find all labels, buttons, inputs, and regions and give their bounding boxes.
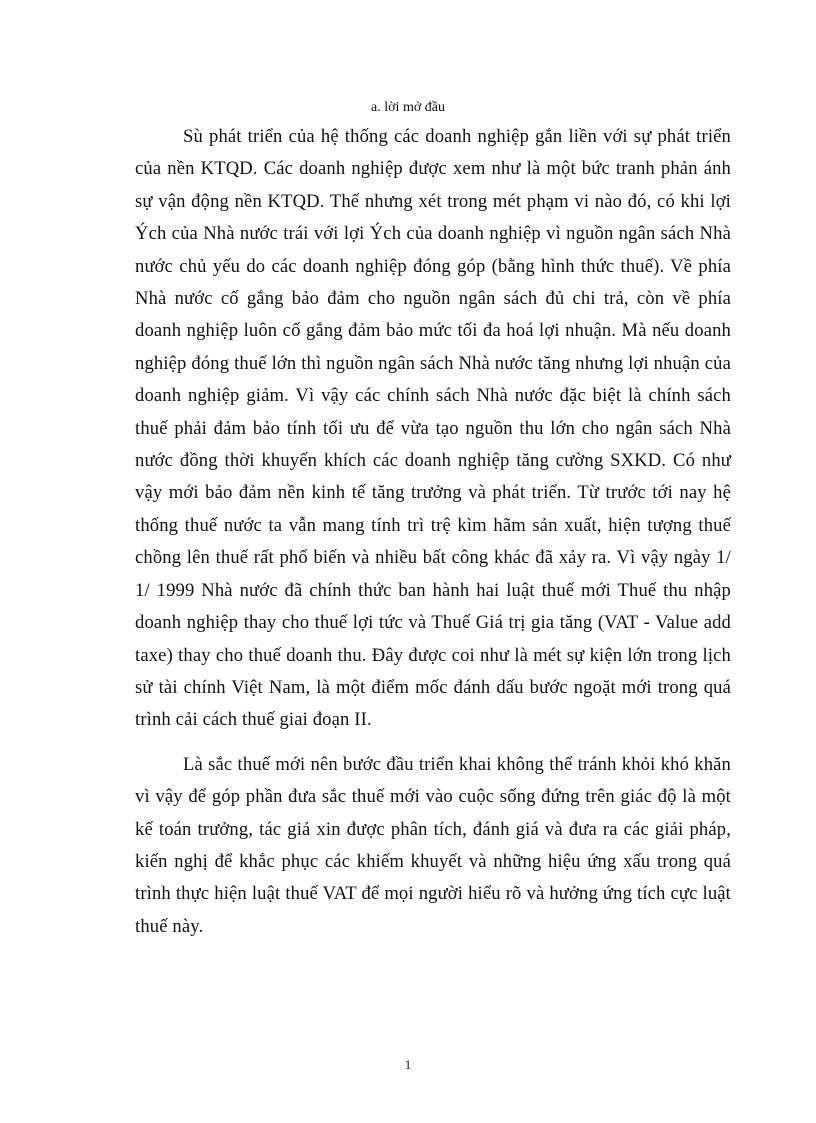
- section-heading: a. lời mở đầu: [371, 100, 445, 115]
- page-number: 1: [404, 1057, 412, 1072]
- paragraph-1: Sù phát triển của hệ thống các doanh nghiệp gắn liền với sự phát triển của nền KTQD. Các doanh nghiệp được xem như là một bức tranh phản ánh sự vận động nền KTQD. Thế nhưng xét trong mét phạm vi nào đó, có khi lợi Ých của Nhà nước trái với lợi Ých của doanh nghiệp vì nguồn ngân sách Nhà nước chủ yếu do các doanh nghiệp đóng góp (bằng hình thức thuế). Về phía Nhà nước cố gắng bảo đảm cho nguồn ngân sách đủ chi trả, còn về phía doanh nghiệp luôn cố gắng đảm bảo mức tối đa hoá lợi nhuận. Mà nếu doanh nghiệp đóng thuế lớn thì nguồn ngân sách Nhà nước tăng nhưng lợi nhuận của doanh nghiệp giảm. Vì vậy các chính sách Nhà nước đặc biệt là chính sách thuế phải đảm bảo tính tối ưu để vừa tạo nguồn thu lớn cho ngân sách Nhà nước đồng thời khuyến khích các doanh nghiệp tăng cường SXKD. Có như vậy mới bảo đảm nền kinh tế tăng trưởng và phát triển. Từ trước tới nay hệ thống thuế nước ta vẫn mang tính trì trệ kìm hãm sản xuất, hiện tượng thuế chồng lên thuế rất phổ biến và nhiều bất công khác đã xảy ra. Vì vậy ngày 1/ 1/ 1999 Nhà nước đã chính thức ban hành hai luật thuế mới Thuế thu nhập doanh nghiệp thay cho thuế lợi tức và Thuế Giá trị gia tăng (VAT - Value add taxe) thay cho thuế doanh thu. Đây được coi như là mét sự kiện lớn trong lịch sử tài chính Việt Nam, là một điểm mốc đánh dấu bước ngoặt mới trong quá trình cải cách thuế giai đoạn II.: [135, 126, 731, 731]
- body-text: [135, 121, 731, 943]
- paragraph-2: Là sắc thuế mới nên bước đầu triển khai không thể tránh khỏi khó khăn vì vậy để góp phần đưa sắc thuế mới vào cuộc sống đứng trên giác độ là một kế toán trưởng, tác giả xin được phân tích, đánh giá và đưa ra các giải pháp, kiến nghị để khắc phục các khiếm khuyết và những hiệu ứng xấu trong quá trình thực hiện luật thuế VAT để mọi người hiểu rõ và hưởng ứng tích cực luật thuế này.: [135, 753, 731, 937]
